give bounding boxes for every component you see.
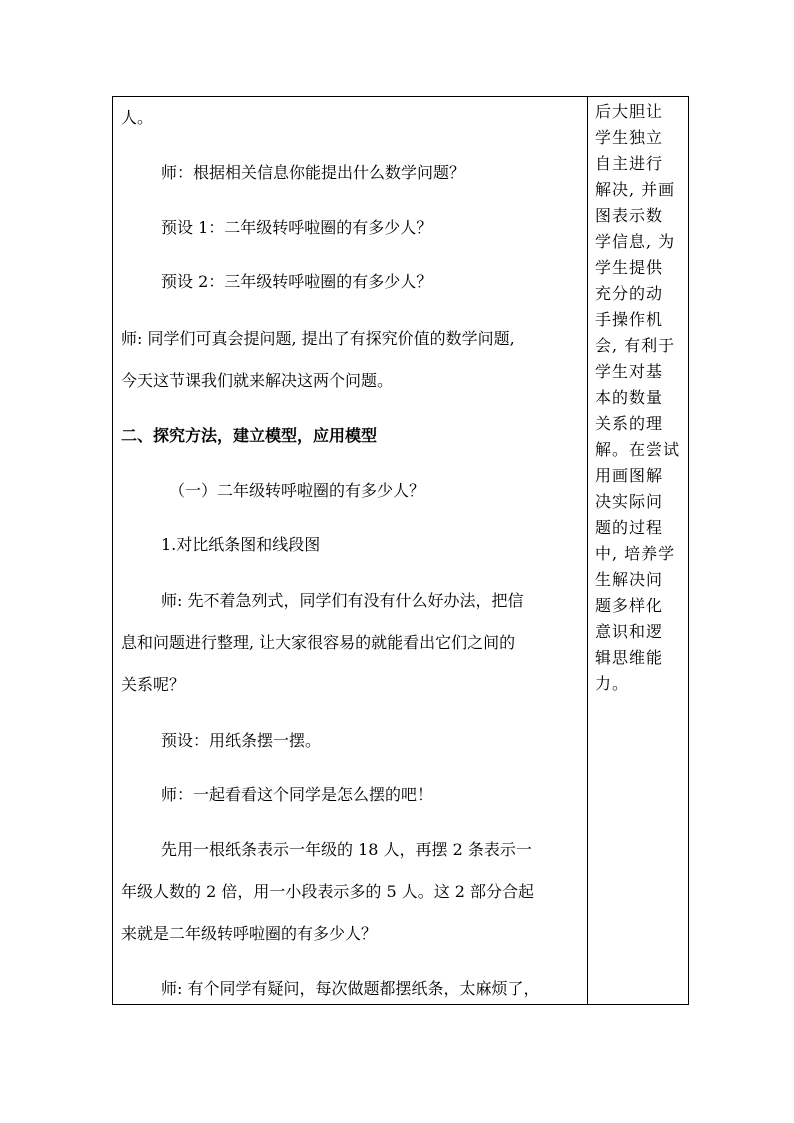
text-line: 关系呢？ xyxy=(121,675,186,694)
text-line: 息和问题进行整理, 让大家很容易的就能看出它们之间的 xyxy=(121,633,516,652)
note-line: 题的过程 xyxy=(595,518,664,537)
text-line: 年级人数的 2 倍，用一小段表示多的 5 人。这 2 部分合起 xyxy=(121,882,535,901)
note-line: 学生独立 xyxy=(595,128,664,147)
text-line: 预设 1：二年级转呼啦圈的有多少人？ xyxy=(161,218,433,237)
text-line: 今天这节课我们就来解决这两个问题。 xyxy=(121,371,394,390)
text-line: 师: 先不着急列式，同学们有没有什么好办法，把信 xyxy=(161,591,524,610)
text-line: 师：一起看看这个同学是怎么摆的吧！ xyxy=(161,785,434,804)
text-line: 预设：用纸条摆一摆。 xyxy=(161,731,322,750)
note-line: 意识和逻 xyxy=(595,622,664,641)
text-line: 预设 2：三年级转呼啦圈的有多少人？ xyxy=(161,272,433,291)
note-line: 辑思维能 xyxy=(595,648,664,667)
note-line: 题多样化 xyxy=(595,596,664,615)
lesson-table xyxy=(112,96,689,1005)
note-line: 充分的动 xyxy=(595,284,664,303)
text-line: 师: 同学们可真会提问题, 提出了有探究价值的数学问题, xyxy=(121,329,515,348)
section-heading: 二、探究方法，建立模型，应用模型 xyxy=(121,426,378,445)
note-line: 本的数量 xyxy=(595,388,664,407)
note-line: 自主进行 xyxy=(595,154,664,173)
text-line: 来就是二年级转呼啦圈的有多少人？ xyxy=(121,924,378,943)
note-line: 解。在尝试 xyxy=(595,440,681,459)
subsection-heading: （一）二年级转呼啦圈的有多少人？ xyxy=(169,481,426,500)
text-line: 师：根据相关信息你能提出什么数学问题？ xyxy=(161,163,466,182)
column-divider xyxy=(587,97,588,1004)
note-line: 学生提供 xyxy=(595,258,664,277)
text-line: 人。 xyxy=(121,108,154,127)
note-line: 会, 有利于 xyxy=(595,336,676,355)
text-line: 1.对比纸条图和线段图 xyxy=(161,535,321,554)
note-line: 生解决问 xyxy=(595,570,664,589)
note-line: 用画图解 xyxy=(595,466,664,485)
note-line: 后大胆让 xyxy=(595,102,664,121)
text-line: 先用一根纸条表示一年级的 18 人，再摆 2 条表示一 xyxy=(161,840,532,859)
note-line: 学生对基 xyxy=(595,362,664,381)
note-line: 解决, 并画 xyxy=(595,180,676,199)
note-line: 中, 培养学 xyxy=(595,544,676,563)
note-line: 关系的理 xyxy=(595,414,664,433)
note-line: 力。 xyxy=(595,674,630,693)
text-line: 师: 有个同学有疑问，每次做题都摆纸条，太麻烦了， xyxy=(161,979,540,998)
note-line: 图表示数 xyxy=(595,206,664,225)
note-line: 学信息, 为 xyxy=(595,232,676,251)
note-line: 决实际问 xyxy=(595,492,664,511)
note-line: 手操作机 xyxy=(595,310,664,329)
